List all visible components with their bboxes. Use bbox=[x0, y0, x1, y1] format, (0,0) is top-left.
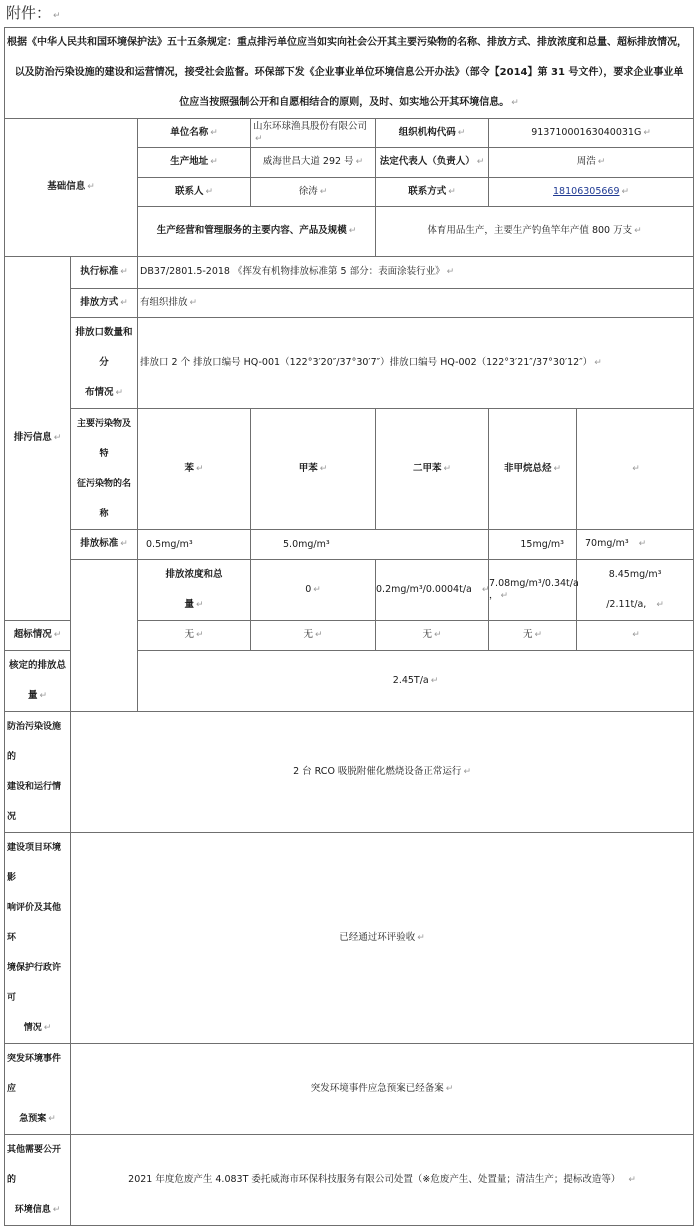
phone-label: 联系方式 ↵ bbox=[376, 178, 489, 207]
limit-value-extended bbox=[489, 530, 577, 560]
intro-line-2: 以及防治污染设施的建设和运营情况，接受社会监督。环保部下发《企业事业单位环境信息公开办法》（部令【2014】第 31 号文件），要求企业事业单 bbox=[14, 67, 684, 78]
legal-rep-label: 法定代表人（负责人） ↵ bbox=[376, 148, 489, 178]
concentration-value: 7.08mg/m³/0.34t/a ， ↵ bbox=[489, 560, 577, 621]
exceed-value: 无 ↵ bbox=[489, 621, 577, 651]
address-label: 生产地址 ↵ bbox=[138, 148, 251, 178]
pollutant-name: 二甲苯 ↵ bbox=[376, 409, 489, 530]
org-code-value: 91371000163040031G ↵ bbox=[489, 119, 694, 148]
address-value: 威海世昌大道 292 号 ↵ bbox=[251, 148, 376, 178]
intro-text bbox=[5, 28, 694, 119]
pollutant-name: 苯 ↵ bbox=[138, 409, 251, 530]
table-row bbox=[5, 833, 694, 1044]
concentration-value: 0.2mg/m³/0.0004t/a ↵ bbox=[376, 560, 489, 621]
table-row bbox=[5, 289, 694, 318]
table-row bbox=[5, 1044, 694, 1135]
business-label: 生产经营和管理服务的主要内容、产品及规模 ↵ bbox=[138, 207, 376, 257]
method-value: 有组织排放 ↵ bbox=[138, 289, 694, 318]
exceed-value: 无 ↵ bbox=[138, 621, 251, 651]
limit-value: 70mg/m³ ↵ bbox=[577, 530, 694, 560]
table-row bbox=[5, 712, 694, 833]
standard-label: 执行标准 ↵ bbox=[71, 257, 138, 289]
method-label: 排放方式 ↵ bbox=[71, 289, 138, 318]
exceed-value: 无 ↵ bbox=[376, 621, 489, 651]
exceed-value: ↵ bbox=[577, 621, 694, 651]
facilities-label: 防治污染设施的 建设和运行情况 bbox=[5, 712, 71, 833]
table-row bbox=[5, 257, 694, 289]
phone-link[interactable]: 18106305669 bbox=[553, 185, 620, 197]
eia-label: 建设项目环境影 响评价及其他环 境保护行政许可 情况 ↵ bbox=[5, 833, 71, 1044]
org-code-label: 组织机构代码 ↵ bbox=[376, 119, 489, 148]
contact-value: 徐涛 ↵ bbox=[251, 178, 376, 207]
outlets-value: 排放口 2 个 排放口编号 HQ-001（122°3′20″/37°30′7″）排放口编号 HQ-002（122°3′21″/37°30′12″） ↵ bbox=[138, 318, 694, 409]
facilities-value: 2 台 RCO 吸脱附催化燃烧设备正常运行 ↵ bbox=[71, 712, 694, 833]
exceed-value: 无 ↵ bbox=[251, 621, 376, 651]
unit-name-label: 单位名称 ↵ bbox=[138, 119, 251, 148]
intro-row bbox=[5, 28, 694, 119]
other-info-label: 其他需要公开的 环境信息 ↵ bbox=[5, 1135, 71, 1226]
table-row bbox=[5, 409, 694, 530]
business-value: 体育用品生产，主要生产钓鱼竿年产值 800 万支 ↵ bbox=[376, 207, 694, 257]
exceed-label: 超标情况 ↵ bbox=[5, 621, 71, 651]
emission-section-label: 排污信息 ↵ bbox=[5, 257, 71, 621]
emission-section-spacer bbox=[71, 560, 138, 712]
other-info-value: 2021 年度危废产生 4.083T 委托威海市环保科技服务有限公司处置（※危废产生、处置量；清洁生产；提标改造等） ↵ bbox=[71, 1135, 694, 1226]
env-info-table bbox=[4, 27, 694, 1226]
unit-name-value: 山东环球渔具股份有限公司↵ bbox=[251, 119, 376, 148]
contact-label: 联系人 ↵ bbox=[138, 178, 251, 207]
pollutants-label: 主要污染物及特 征污染物的名称 bbox=[71, 409, 138, 530]
basic-info-section-label: 基础信息 ↵ bbox=[5, 119, 138, 257]
limit-value: 5.0mg/m³ bbox=[251, 530, 489, 560]
limit-value: 0.5mg/m³ bbox=[138, 530, 251, 560]
concentration-value: 0 ↵ bbox=[251, 560, 376, 621]
standard-value: DB37/2801.5-2018 《挥发有机物排放标准第 5 部分：表面涂装行业》 ↵ bbox=[138, 257, 694, 289]
eia-value: 已经通过环评验收 ↵ bbox=[71, 833, 694, 1044]
limit-value: 15mg/m³ bbox=[520, 538, 564, 550]
concentration-value: 8.45mg/m³ /2.11t/a, ↵ bbox=[577, 560, 694, 621]
concentration-label: 排放浓度和总 量 ↵ bbox=[138, 560, 251, 621]
table-row bbox=[5, 318, 694, 409]
legal-rep-value: 周浩 ↵ bbox=[489, 148, 694, 178]
table-row bbox=[5, 1135, 694, 1226]
pollutant-name: 甲苯 ↵ bbox=[251, 409, 376, 530]
attachment-title: 附件： ↵ bbox=[6, 4, 61, 22]
emergency-label: 突发环境事件应 急预案 ↵ bbox=[5, 1044, 71, 1135]
limit-label: 排放标准 ↵ bbox=[71, 530, 138, 560]
intro-line-3: 位应当按照强制公开和自愿相结合的原则，及时、如实地公开其环境信息。 ↵ bbox=[179, 97, 519, 108]
phone-value: 18106305669 ↵ bbox=[489, 178, 694, 207]
outlets-label: 排放口数量和分 布情况 ↵ bbox=[71, 318, 138, 409]
approved-value: 2.45T/a ↵ bbox=[138, 651, 694, 712]
table-row bbox=[5, 119, 694, 148]
pollutant-name: 非甲烷总烃 ↵ bbox=[489, 409, 577, 530]
approved-label: 核定的排放总 量 ↵ bbox=[5, 651, 71, 712]
table-row bbox=[5, 530, 694, 560]
table-row bbox=[5, 560, 694, 621]
intro-line-1: 根据《中华人民共和国环境保护法》五十五条规定：重点排污单位应当如实向社会公开其主要污染物的名称、排放方式、排放浓度和总量、超标排放情况， bbox=[7, 37, 687, 48]
emergency-value: 突发环境事件应急预案已经备案 ↵ bbox=[71, 1044, 694, 1135]
pollutant-name: ↵ bbox=[577, 409, 694, 530]
